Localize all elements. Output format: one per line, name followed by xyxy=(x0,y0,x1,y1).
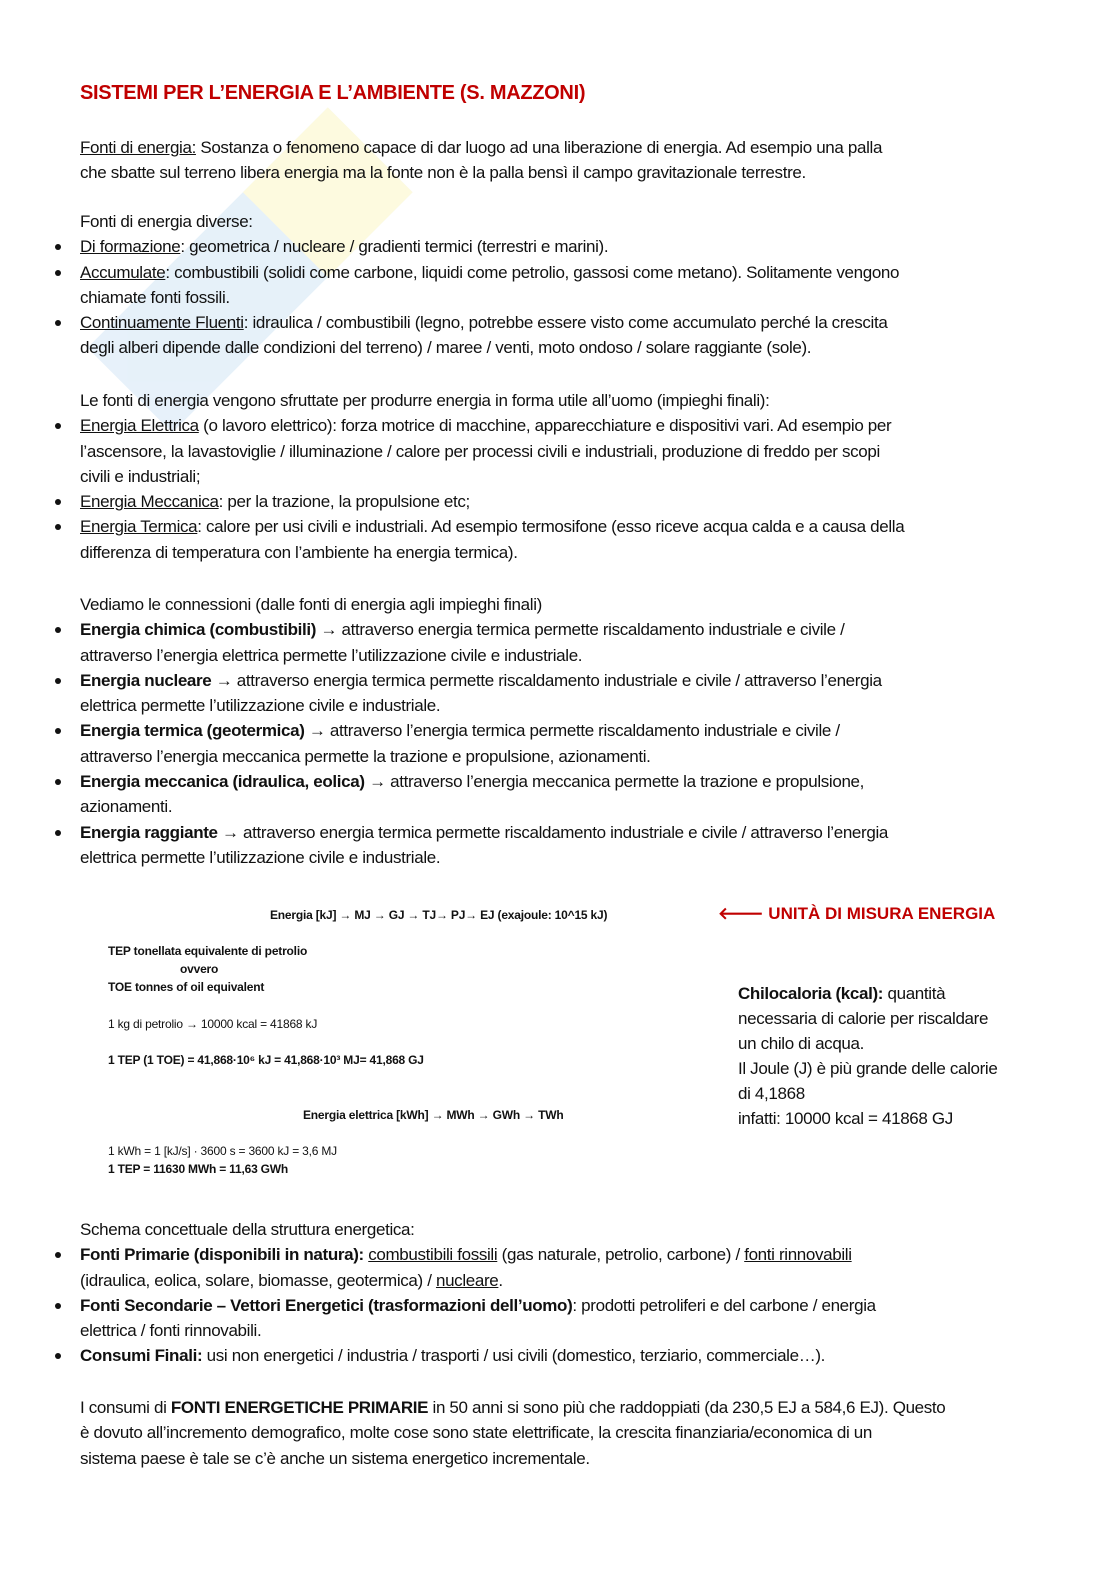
bold-term: Energia meccanica (idraulica, eolica) xyxy=(80,772,370,792)
text-run: in 50 anni si sono più che raddoppiati (da 230,5 EJ a 584,6 EJ). Questo xyxy=(428,1398,946,1417)
bold-term: Energia chimica (combustibili) xyxy=(80,620,321,640)
underlined-term: Di formazione xyxy=(80,237,181,257)
bold-term: → xyxy=(222,822,239,842)
bullet-item xyxy=(80,489,1050,514)
bold-term: → xyxy=(320,620,338,640)
text-line xyxy=(80,388,1050,413)
text-line xyxy=(80,1395,1050,1420)
energy-chain: Energia [kJ] → MJ → GJ → TJ→ PJ→ EJ (exajoule: 10^15 kJ) xyxy=(270,908,608,922)
underlined-term: Energia Meccanica xyxy=(80,492,219,512)
paragraph xyxy=(80,1217,1050,1369)
bullet-item xyxy=(80,718,1050,743)
text-run: : combustibili (solidi come carbone, liquidi come petrolio, gassosi come metano). Solitamente vengono xyxy=(165,262,900,282)
bullet-item xyxy=(80,617,1050,642)
text-run: Sostanza o fenomeno capace di dar luogo ad una liberazione di energia. Ad esempio una palla xyxy=(195,138,883,157)
document-title: SISTEMI PER L’ENERGIA E L’AMBIENTE (S. MAZZONI) xyxy=(80,82,586,104)
text-line xyxy=(80,1268,1050,1293)
text-run: civili e industriali; xyxy=(80,466,201,486)
bold-term: → xyxy=(369,772,386,792)
bullet-item xyxy=(80,820,1050,845)
text-run: : prodotti petroliferi e del carbone / energia xyxy=(572,1295,876,1315)
tep-definition: TEP tonellata equivalente di petrolio xyxy=(108,944,308,958)
paragraph xyxy=(80,592,1050,870)
bold-term: → xyxy=(215,670,233,690)
bullet-item xyxy=(80,668,1050,693)
text-run: sistema paese è tale se c’è anche un sistema energetico incrementale. xyxy=(80,1448,590,1468)
text-run: attraverso energia termica permette riscaldamento industriale e civile / attraverso l’energia xyxy=(238,822,888,842)
text-run: Fonti di energia diverse: xyxy=(80,212,253,231)
text-line xyxy=(80,643,1050,668)
paragraph xyxy=(80,135,1050,186)
bold-term: Energia termica (geotermica) xyxy=(80,721,309,741)
kwh-equation: 1 kWh = 1 [kJ/s] · 3600 s = 3600 kJ = 3,6 MJ xyxy=(108,1144,337,1158)
text-run: : per la trazione, la propulsione etc; xyxy=(218,492,470,512)
bullet-item xyxy=(80,1293,1050,1318)
text-line xyxy=(80,464,1050,489)
kcal-line: necessaria di calorie per riscaldare xyxy=(738,1009,989,1028)
paragraph xyxy=(80,209,1050,361)
bold-term: Fonti Primarie (disponibili in natura): xyxy=(80,1245,364,1265)
text-line xyxy=(80,335,1050,360)
text-run: : idraulica / combustibili (legno, potrebbe essere visto come accumulato perché la crescita xyxy=(243,313,888,333)
energy-units-figure xyxy=(100,900,660,1185)
kcal-line: di 4,1868 xyxy=(738,1084,805,1103)
underlined-term: combustibili fossili xyxy=(368,1245,498,1265)
text-line xyxy=(80,160,1050,185)
underlined-term: Accumulate xyxy=(80,262,166,282)
text-run: Le fonti di energia vengono sfruttate per produrre energia in forma utile all’uomo (impieghi finali): xyxy=(80,391,770,410)
bold-term: Consumi Finali: xyxy=(80,1346,203,1366)
text-line xyxy=(80,693,1050,718)
text-line xyxy=(80,285,1050,310)
text-run: attraverso l’energia meccanica permette la trazione e propulsione, azionamenti. xyxy=(80,746,651,766)
bold-term: FONTI ENERGETICHE PRIMARIE xyxy=(170,1398,429,1417)
text-run: : geometrica / nucleare / gradienti termici (terrestri e marini). xyxy=(180,237,609,257)
text-line xyxy=(80,1318,1050,1343)
text-line xyxy=(80,845,1050,870)
electric-energy-chain: Energia elettrica [kWh] → MWh → GWh → TWh xyxy=(303,1108,564,1122)
text-run: (o lavoro elettrico): forza motrice di macchine, apparecchiature e dispositivi vari. Ad esempio per xyxy=(198,416,892,436)
text-run: è dovuto all’incremento demografico, molte cose sono state elettrificate, la crescita finanziaria/economica di un xyxy=(80,1423,872,1443)
text-run: elettrica permette l’utilizzazione civile e industriale. xyxy=(80,847,441,867)
text-run: chiamate fonti fossili. xyxy=(80,287,230,307)
underlined-term: Continuamente Fluenti xyxy=(80,313,244,333)
bullet-item xyxy=(80,234,1050,259)
text-run: (idraulica, eolica, solare, biomasse, geotermica) / xyxy=(80,1270,436,1290)
underlined-term: Energia Elettrica xyxy=(80,416,199,436)
text-run: attraverso l’energia termica permette riscaldamento industriale e civile / xyxy=(325,721,840,741)
text-run: l’ascensore, la lavastoviglie / illuminazione / calore per processi civili e industriali, produzione di freddo per scopi xyxy=(80,441,880,461)
text-run: differenza di temperatura con l’ambiente ha energia termica). xyxy=(80,542,518,562)
text-run: (gas naturale, petrolio, carbone) / xyxy=(497,1245,745,1265)
text-run: usi non energetici / industria / trasporti / usi civili (domestico, terziario, commerciale…). xyxy=(202,1346,826,1366)
paragraph xyxy=(80,1395,1050,1471)
text-run: attraverso energia termica permette riscaldamento industriale e civile / xyxy=(337,620,845,640)
text-run: attraverso energia termica permette riscaldamento industriale e civile / attraverso l’energia xyxy=(232,670,882,690)
units-label: 🡐 UNITÀ DI MISURA ENERGIA xyxy=(718,904,996,923)
tep-equation: 1 TEP (1 TOE) = 41,868·10⁶ kJ = 41,868·10³ MJ= 41,868 GJ xyxy=(108,1053,424,1067)
text-line xyxy=(80,794,1050,819)
text-line xyxy=(80,1217,1050,1242)
text-line xyxy=(80,592,1050,617)
text-line xyxy=(80,1446,1050,1471)
ovvero-label: ovvero xyxy=(180,962,219,976)
underlined-term: nucleare xyxy=(435,1270,499,1290)
bold-term: Energia nucleare xyxy=(80,670,216,690)
text-line xyxy=(80,540,1050,565)
text-run: elettrica permette l’utilizzazione civile e industriale. xyxy=(80,696,441,716)
paragraph xyxy=(80,388,1050,565)
text-line xyxy=(80,209,1050,234)
text-line xyxy=(80,439,1050,464)
bullet-item xyxy=(80,769,1050,794)
kcal-line: quantità xyxy=(883,984,946,1003)
text-line xyxy=(80,744,1050,769)
kcal-term: Chilocaloria (kcal): xyxy=(738,984,884,1003)
text-run: azionamenti. xyxy=(80,797,173,817)
text-line xyxy=(80,1420,1050,1445)
underlined-term: fonti rinnovabili xyxy=(744,1245,852,1265)
text-run: Schema concettuale della struttura energetica: xyxy=(80,1220,415,1239)
bullet-item xyxy=(80,1242,1050,1267)
toe-definition: TOE tonnes of oil equivalent xyxy=(108,980,265,994)
underlined-term: Energia Termica xyxy=(80,517,198,537)
kcal-note xyxy=(738,981,997,1131)
text-run: Vediamo le connessioni (dalle fonti di energia agli impieghi finali) xyxy=(80,595,542,614)
bullet-item xyxy=(80,413,1050,438)
text-run: attraverso l’energia meccanica permette la trazione e propulsione, xyxy=(385,772,865,792)
bold-term: → xyxy=(308,721,326,741)
underlined-term: Fonti di energia: xyxy=(80,138,196,157)
text-line xyxy=(80,135,1050,160)
bullet-item xyxy=(80,1343,1050,1368)
kcal-line: infatti: 10000 kcal = 41868 GJ xyxy=(738,1109,953,1128)
text-run: : calore per usi civili e industriali. Ad esempio termosifone (esso riceve acqua calda e a causa della xyxy=(197,517,905,537)
bold-term: Energia raggiante xyxy=(80,822,223,842)
bullet-item xyxy=(80,260,1050,285)
bullet-item xyxy=(80,310,1050,335)
text-run: elettrica / fonti rinnovabili. xyxy=(80,1321,262,1341)
text-run: . xyxy=(498,1270,503,1290)
tep-mwh-equation: 1 TEP = 11630 MWh = 11,63 GWh xyxy=(108,1162,289,1176)
kg-petrolio-eq: 1 kg di petrolio → 10000 kcal = 41868 kJ xyxy=(108,1017,318,1031)
text-run: degli alberi dipende dalle condizioni del terreno) / maree / venti, moto ondoso / solare raggiante (sole). xyxy=(80,338,812,358)
text-run: che sbatte sul terreno libera energia ma la fonte non è la palla bensì il campo gravitazionale terrestre. xyxy=(80,163,806,183)
text-run: I consumi di xyxy=(80,1398,171,1417)
bold-term: Fonti Secondarie – Vettori Energetici (trasformazioni dell’uomo) xyxy=(80,1295,573,1315)
kcal-line: Il Joule (J) è più grande delle calorie xyxy=(738,1059,998,1078)
text-run: attraverso l’energia elettrica permette l’utilizzazione civile e industriale. xyxy=(80,645,583,665)
kcal-line: un chilo di acqua. xyxy=(738,1034,865,1053)
bullet-item xyxy=(80,514,1050,539)
